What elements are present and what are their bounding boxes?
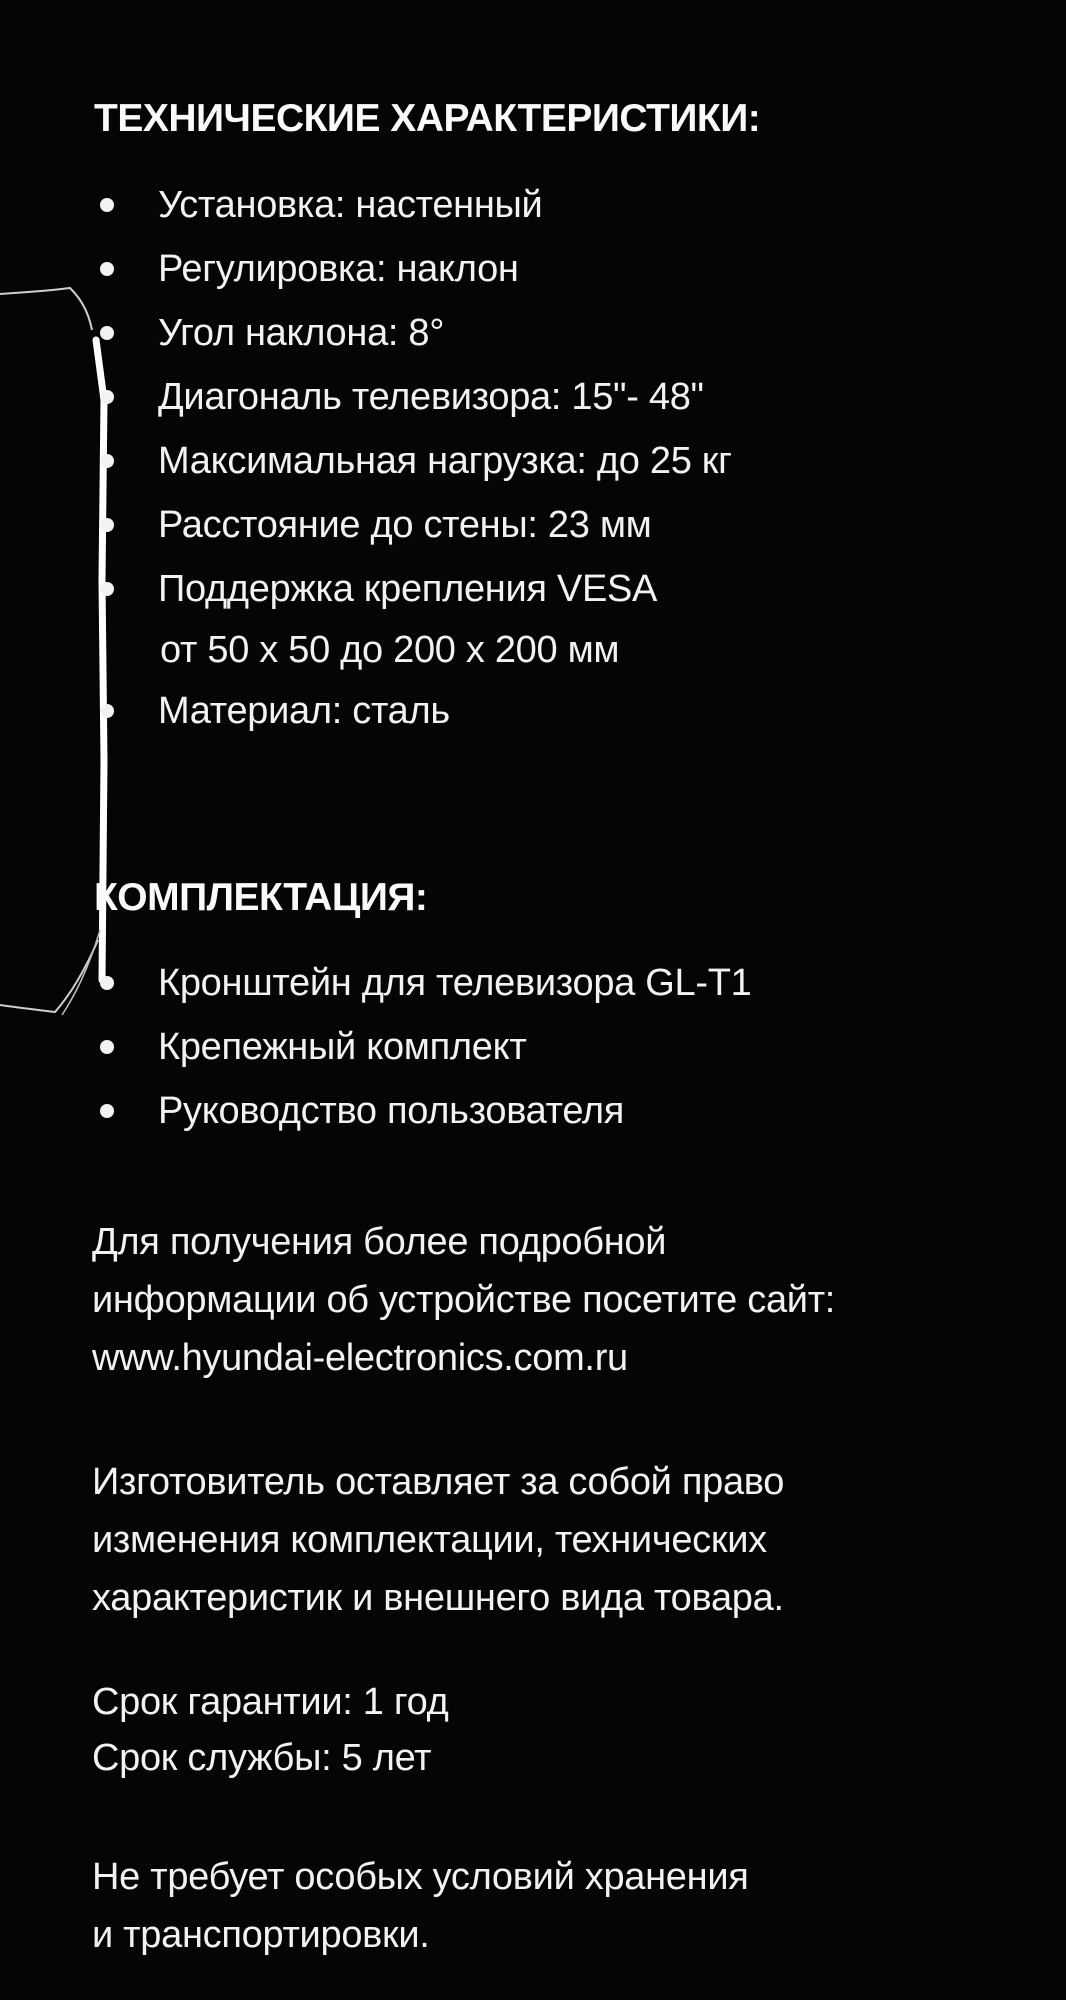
specs-list <box>94 173 732 743</box>
specs-heading: ТЕХНИЧЕСКИЕ ХАРАКТЕРИСТИКИ: <box>94 97 761 140</box>
bullet-icon <box>100 976 114 990</box>
bullet-icon <box>100 582 114 596</box>
spec-item: Максимальная нагрузка: до 25 кг <box>94 429 732 493</box>
bullet-icon <box>100 518 114 532</box>
bullet-icon <box>100 704 114 718</box>
bullet-icon <box>100 390 114 404</box>
bullet-icon <box>100 1040 114 1054</box>
spec-item-continuation: от 50 х 50 до 200 х 200 мм <box>160 629 620 671</box>
storage-paragraph: Не требует особых условий хранения и транспортировки. <box>92 1856 749 1956</box>
disclaimer-paragraph: Изготовитель оставляет за собой право изменения комплектации, технических характеристик и внешнего вида товара. <box>92 1461 785 1619</box>
spec-item: Материал: сталь <box>94 679 732 743</box>
spec-item: Расстояние до стены: 23 мм <box>94 493 732 557</box>
warranty-paragraph <box>92 1674 448 1786</box>
bullet-icon <box>100 326 114 340</box>
warranty-period: Срок гарантии: 1 год <box>92 1681 449 1723</box>
package-list <box>94 951 751 1143</box>
package-item: Крепежный комплект <box>94 1015 751 1079</box>
spec-item: Угол наклона: 8° <box>94 301 732 365</box>
spec-item: Диагональ телевизора: 15"- 48" <box>94 365 732 429</box>
package-item: Кронштейн для телевизора GL-T1 <box>94 951 751 1015</box>
package-heading: КОМПЛЕКТАЦИЯ: <box>94 876 428 919</box>
bullet-icon <box>100 454 114 468</box>
bullet-icon <box>100 1104 114 1118</box>
service-life: Срок службы: 5 лет <box>92 1737 432 1779</box>
info-paragraph: Для получения более подробной информации об устройстве посетите сайт: www.hyundai-electronics.com.ru <box>92 1213 835 1387</box>
spec-item: Регулировка: наклон <box>94 237 732 301</box>
bullet-icon <box>100 198 114 212</box>
spec-item: Установка: настенный <box>94 173 732 237</box>
package-item: Руководство пользователя <box>94 1079 751 1143</box>
website-url: www.hyundai-electronics.com.ru <box>92 1337 628 1379</box>
bullet-icon <box>100 262 114 276</box>
spec-item: Поддержка крепления VESA от 50 х 50 до 200 х 200 мм <box>94 557 732 679</box>
